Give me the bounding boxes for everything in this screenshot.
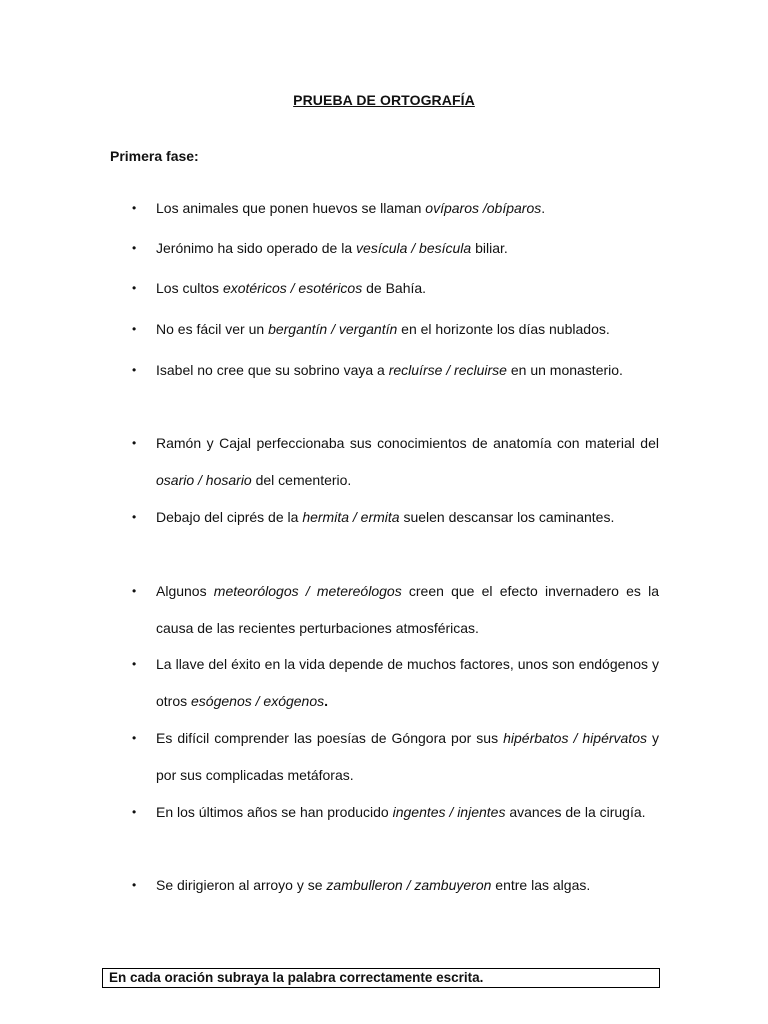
- section-heading: Primera fase:: [110, 148, 199, 164]
- question-item: [132, 190, 659, 227]
- sentence-text: y por sus complicadas metáforas.: [156, 730, 660, 783]
- sentence-text: Jerónimo ha sido operado de la: [156, 240, 357, 256]
- sentence-text: .: [541, 200, 546, 216]
- instruction-box: En cada oración subraya la palabra correctamente escrita.: [102, 968, 660, 988]
- sentence-text: Debajo del ciprés de la: [156, 509, 303, 525]
- bullet-icon: •: [132, 510, 137, 524]
- bullet-icon: •: [132, 805, 137, 819]
- sentence-text: avances de la cirugía.: [505, 804, 646, 820]
- sentence-text: de Bahía.: [362, 280, 427, 296]
- sentence-text: Algunos: [156, 583, 214, 599]
- sentence-text: Los animales que ponen huevos se llaman: [156, 200, 426, 216]
- question-item: [132, 720, 660, 794]
- question-item: [132, 499, 659, 536]
- word-options: ingentes / injentes: [392, 804, 506, 820]
- bullet-icon: •: [132, 363, 137, 377]
- question-item: [132, 794, 659, 831]
- question-item: [132, 425, 659, 499]
- word-options: exotéricos / esotéricos: [222, 280, 363, 296]
- word-options: esógenos / exógenos: [191, 693, 325, 709]
- sentence-text: La llave del éxito en la vida depende de muchos factores, unos son endógenos y otros: [156, 656, 659, 709]
- word-options: vesícula / besícula: [356, 240, 472, 256]
- sentence-text: Los cultos: [156, 280, 223, 296]
- sentence-text: en el horizonte los días nublados.: [397, 321, 610, 337]
- word-options: ovíparos /obíparos: [425, 200, 542, 216]
- sentence-text: Ramón y Cajal perfeccionaba sus conocimientos de anatomía con material del: [156, 435, 659, 451]
- word-options: hermita / ermita: [302, 509, 400, 525]
- question-item: [132, 573, 660, 647]
- sentence-text: Isabel no cree que su sobrino vaya a: [156, 362, 389, 378]
- bullet-icon: •: [132, 731, 137, 745]
- sentence-text: creen que el efecto invernadero es la causa de las recientes perturbaciones atmosféricas.: [156, 583, 660, 636]
- bullet-icon: •: [132, 584, 137, 598]
- bullet-icon: •: [132, 878, 137, 892]
- question-item: [132, 311, 659, 348]
- sentence-text: .: [324, 693, 329, 709]
- bullet-icon: •: [132, 201, 137, 215]
- sentence-text: No es fácil ver un: [156, 321, 269, 337]
- question-item: [132, 230, 659, 267]
- word-options: hipérbatos / hipérvatos: [503, 730, 647, 746]
- bullet-icon: •: [132, 281, 137, 295]
- word-options: meteorólogos / metereólogos: [213, 583, 402, 599]
- word-options: bergantín / vergantín: [268, 321, 398, 337]
- question-item: [132, 867, 659, 904]
- question-item: [132, 352, 659, 389]
- question-item: [132, 646, 659, 720]
- sentence-text: biliar.: [471, 240, 508, 256]
- sentence-text: en un monasterio.: [506, 362, 623, 378]
- question-item: [132, 270, 659, 307]
- bullet-icon: •: [132, 436, 137, 450]
- page-title: PRUEBA DE ORTOGRAFÍA: [293, 92, 475, 108]
- word-options: zambulleron / zambuyeron: [326, 877, 492, 893]
- sentence-text: Se dirigieron al arroyo y se: [156, 877, 327, 893]
- sentence-text: suelen descansar los caminantes.: [399, 509, 615, 525]
- sentence-text: entre las algas.: [491, 877, 591, 893]
- sentence-text: En los últimos años se han producido: [156, 804, 393, 820]
- bullet-icon: •: [132, 657, 137, 671]
- word-options: osario / hosario: [156, 472, 252, 488]
- bullet-icon: •: [132, 322, 137, 336]
- sentence-text: Es difícil comprender las poesías de Góngora por sus: [156, 730, 504, 746]
- bullet-icon: •: [132, 241, 137, 255]
- word-options: recluírse / recluirse: [388, 362, 507, 378]
- sentence-text: del cementerio.: [251, 472, 352, 488]
